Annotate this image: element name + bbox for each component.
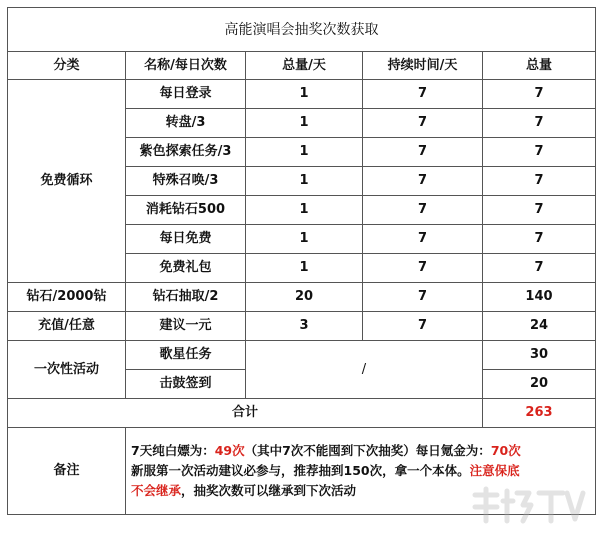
row-name: 消耗钻石500: [126, 196, 246, 225]
row-duration: 7: [363, 80, 483, 109]
table-row: [8, 283, 596, 312]
note-part: 新服第一次活动建议必参与，推荐抽到150次，拿一个本体。: [131, 463, 470, 478]
category-one-time: 一次性活动: [8, 341, 126, 399]
header-row: [8, 52, 596, 80]
row-total: 7: [483, 80, 596, 109]
header-per-day: 总量/天: [246, 52, 363, 80]
row-name: 建议一元: [126, 312, 246, 341]
row-per-day: 1: [246, 138, 363, 167]
row-per-day: 20: [246, 283, 363, 312]
note-highlight: 49次: [214, 443, 245, 458]
row-name: 钻石抽取/2: [126, 283, 246, 312]
row-duration: 7: [363, 312, 483, 341]
row-per-day: 1: [246, 225, 363, 254]
row-duration: 7: [363, 109, 483, 138]
sum-row: [8, 399, 596, 428]
row-per-day: 1: [246, 167, 363, 196]
row-per-day: 1: [246, 254, 363, 283]
row-name: 紫色探索任务/3: [126, 138, 246, 167]
notes-text: [126, 428, 596, 515]
header-category: 分类: [8, 52, 126, 80]
notes-label: 备注: [8, 428, 126, 515]
row-total: 7: [483, 138, 596, 167]
note-highlight: 70次: [490, 443, 521, 458]
row-total: 7: [483, 109, 596, 138]
category-free-cycle: 免费循环: [8, 80, 126, 283]
header-duration: 持续时间/天: [363, 52, 483, 80]
row-name: 转盘/3: [126, 109, 246, 138]
row-name: 免费礼包: [126, 254, 246, 283]
category-diamond: 钻石/2000钻: [8, 283, 126, 312]
row-total: 24: [483, 312, 596, 341]
table-row: [8, 312, 596, 341]
row-name: 特殊召唤/3: [126, 167, 246, 196]
table-title: 高能演唱会抽奖次数获取: [8, 8, 596, 52]
row-duration: 7: [363, 138, 483, 167]
lottery-count-sheet: [7, 7, 595, 541]
row-total: 30: [483, 341, 596, 370]
note-part: ，抽奖次数可以继承到下次活动: [181, 483, 357, 498]
note-highlight: 注意保底: [469, 463, 520, 478]
row-per-day: 1: [246, 196, 363, 225]
row-name: 每日登录: [126, 80, 246, 109]
category-recharge: 充值/任意: [8, 312, 126, 341]
row-duration: 7: [363, 225, 483, 254]
row-total: 7: [483, 225, 596, 254]
row-total: 140: [483, 283, 596, 312]
table-row: [8, 80, 596, 109]
row-duration: 7: [363, 254, 483, 283]
header-total: 总量: [483, 52, 596, 80]
note-part: 7天纯白嫖为：: [131, 443, 215, 458]
row-name: 每日免费: [126, 225, 246, 254]
table-row: [8, 341, 596, 370]
row-per-day: 1: [246, 109, 363, 138]
row-total: 7: [483, 196, 596, 225]
sum-value: 263: [483, 399, 596, 428]
sum-label: 合计: [8, 399, 483, 428]
row-per-day: 3: [246, 312, 363, 341]
notes-row: [8, 428, 596, 515]
note-part: （其中7次不能囤到下次抽奖）每日氪金为：: [244, 443, 491, 458]
note-highlight: 不会继承: [131, 483, 182, 498]
row-duration: 7: [363, 196, 483, 225]
lottery-table: [7, 7, 596, 515]
row-per-day: 1: [246, 80, 363, 109]
merged-na-cell: /: [246, 341, 483, 399]
row-name: 歌星任务: [126, 341, 246, 370]
row-total: 7: [483, 254, 596, 283]
row-duration: 7: [363, 167, 483, 196]
row-total: 20: [483, 370, 596, 399]
header-name: 名称/每日次数: [126, 52, 246, 80]
row-total: 7: [483, 167, 596, 196]
row-name: 击鼓签到: [126, 370, 246, 399]
row-duration: 7: [363, 283, 483, 312]
